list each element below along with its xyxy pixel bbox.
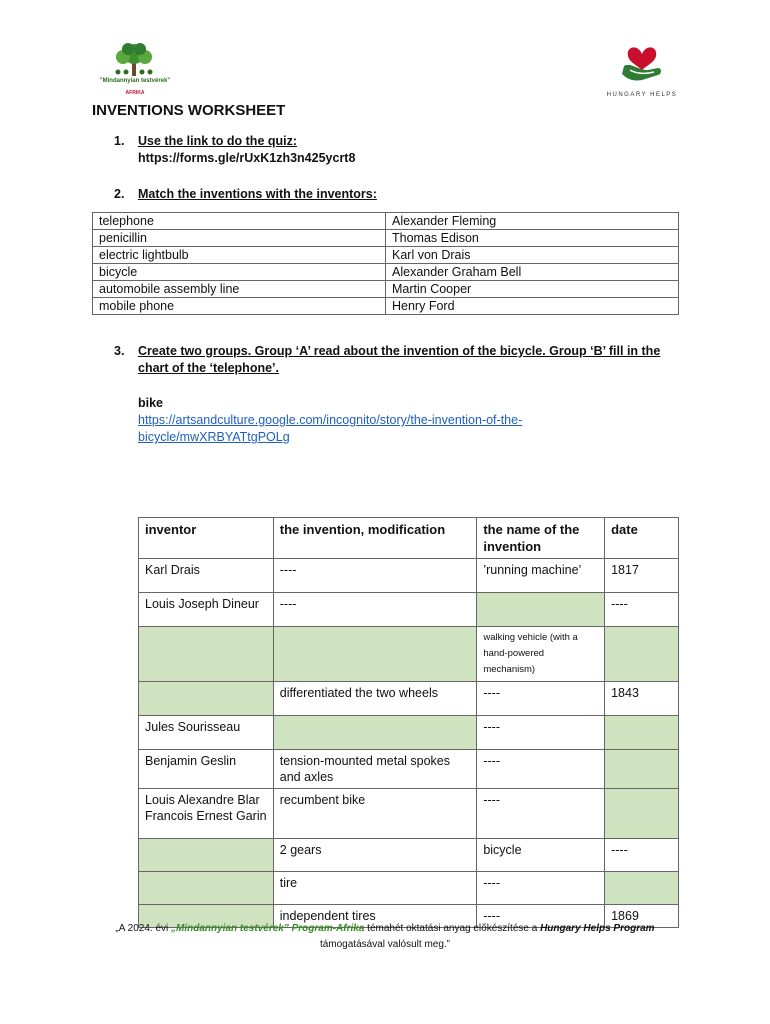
date-cell: 1843 (605, 682, 679, 716)
task-3-text-line1: Create two groups. Group ‘A’ read about the invention of the bicycle. Group ‘B’ fill in the (138, 344, 661, 358)
invention-cell: recumbent bike (273, 789, 477, 839)
name-cell: walking vehicle (with a hand-powered mechanism) (477, 627, 605, 682)
invention-cell: ---- (273, 593, 477, 627)
footer-text-2: témahét oktatási anyag előkészítése a (364, 923, 541, 934)
invention-cell: tension-mounted metal spokes and axles (273, 750, 477, 789)
name-cell: ---- (477, 716, 605, 750)
footer-text-1: „A 2024. évi (115, 923, 172, 934)
date-cell: 1869 (605, 905, 679, 928)
table-row (139, 750, 679, 789)
table-row (139, 789, 679, 839)
inventor-cell: Louis Alexandre Blar Francois Ernest Garin (139, 789, 274, 839)
task-3-number: 3. (114, 344, 125, 358)
table-row (93, 264, 679, 281)
name-cell: ---- (477, 905, 605, 928)
footer-line2: támogatásával valósult meg.” (319, 939, 451, 950)
name-cell: bicycle (477, 839, 605, 872)
bike-link-line1[interactable]: https://artsandculture.google.com/incognito/story/the-invention-of-the- (138, 413, 523, 427)
invention-cell[interactable] (273, 627, 477, 682)
page-title: INVENTIONS WORKSHEET (92, 102, 286, 119)
task-2-text: Match the inventions with the inventors: (138, 187, 377, 201)
logo-left-text: "Mindannyian testvérek" (99, 78, 171, 84)
invention-cell: electric lightbulb (93, 247, 386, 264)
header-invention: the invention, modification (273, 518, 477, 559)
invention-cell: differentiated the two wheels (273, 682, 477, 716)
table-row (93, 298, 679, 315)
invention-cell: 2 gears (273, 839, 477, 872)
inventor-table (138, 517, 679, 928)
inventor-cell: Karl Drais (139, 559, 274, 593)
table-row (139, 682, 679, 716)
table-row (139, 716, 679, 750)
name-cell: ---- (477, 750, 605, 789)
date-cell[interactable] (605, 750, 679, 789)
hungary-helps-logo (604, 40, 680, 104)
table-row (139, 872, 679, 905)
invention-cell: telephone (93, 213, 386, 230)
invention-cell: independent tires (273, 905, 477, 928)
name-cell: ’running machine’ (477, 559, 605, 593)
inventor-cell: Louis Joseph Dineur (139, 593, 274, 627)
name-cell[interactable] (477, 593, 605, 627)
table-row (93, 281, 679, 298)
date-cell[interactable] (605, 716, 679, 750)
tree-icon (110, 42, 158, 78)
inventor-cell: Karl von Drais (386, 247, 679, 264)
logo-left-subtext: AFRIKA (125, 90, 145, 96)
date-cell: ---- (605, 593, 679, 627)
task-1-text: Use the link to do the quiz: (138, 134, 298, 148)
inventor-cell[interactable] (139, 872, 274, 905)
invention-cell: mobile phone (93, 298, 386, 315)
inventor-cell: Thomas Edison (386, 230, 679, 247)
bike-link-line2[interactable]: bicycle/mwXRBYATtgPOLg (138, 430, 290, 444)
invention-cell: automobile assembly line (93, 281, 386, 298)
footer (60, 921, 710, 953)
date-cell[interactable] (605, 872, 679, 905)
invention-cell: bicycle (93, 264, 386, 281)
name-cell: ---- (477, 872, 605, 905)
inventor-cell[interactable] (139, 627, 274, 682)
invention-cell: tire (273, 872, 477, 905)
invention-cell: ---- (273, 559, 477, 593)
match-table (92, 212, 679, 315)
mindannyian-testverek-logo (80, 42, 190, 100)
table-row (139, 627, 679, 682)
logo-right-text: HUNGARY HELPS (606, 92, 678, 98)
invention-cell[interactable] (273, 716, 477, 750)
footer-hungary-helps: Hungary Helps Program (540, 923, 655, 934)
date-cell[interactable] (605, 789, 679, 839)
table-row (139, 559, 679, 593)
table-row (93, 230, 679, 247)
footer-program-name: „Mindannyian testvérek” Program-Afrika (171, 923, 365, 934)
name-cell: ---- (477, 789, 605, 839)
inventor-cell: Alexander Graham Bell (386, 264, 679, 281)
inventor-cell[interactable] (139, 682, 274, 716)
date-cell: ---- (605, 839, 679, 872)
invention-cell: penicillin (93, 230, 386, 247)
inventor-cell: Jules Sourisseau (139, 716, 274, 750)
header-inventor: inventor (139, 518, 274, 559)
task-1-number: 1. (114, 134, 125, 148)
footer-line1 (60, 921, 710, 937)
table-row (93, 247, 679, 264)
table-row (139, 593, 679, 627)
header-date: date (605, 518, 679, 559)
quiz-link[interactable]: https://forms.gle/rUxK1zh3n425ycrt8 (138, 151, 356, 165)
inventor-cell[interactable] (139, 839, 274, 872)
inventor-cell: Henry Ford (386, 298, 679, 315)
name-cell: ---- (477, 682, 605, 716)
table-header-row (139, 518, 679, 559)
date-cell: 1817 (605, 559, 679, 593)
bike-label: bike (138, 396, 164, 410)
inventor-cell: Benjamin Geslin (139, 750, 274, 789)
header-name: the name of the invention (477, 518, 605, 559)
table-row (139, 839, 679, 872)
heart-hand-icon (618, 40, 666, 84)
task-3-text-line2: chart of the ‘telephone’. (138, 361, 279, 375)
inventor-cell: Alexander Fleming (386, 213, 679, 230)
date-cell[interactable] (605, 627, 679, 682)
task-2-number: 2. (114, 187, 125, 201)
table-row (93, 213, 679, 230)
inventor-cell: Martin Cooper (386, 281, 679, 298)
